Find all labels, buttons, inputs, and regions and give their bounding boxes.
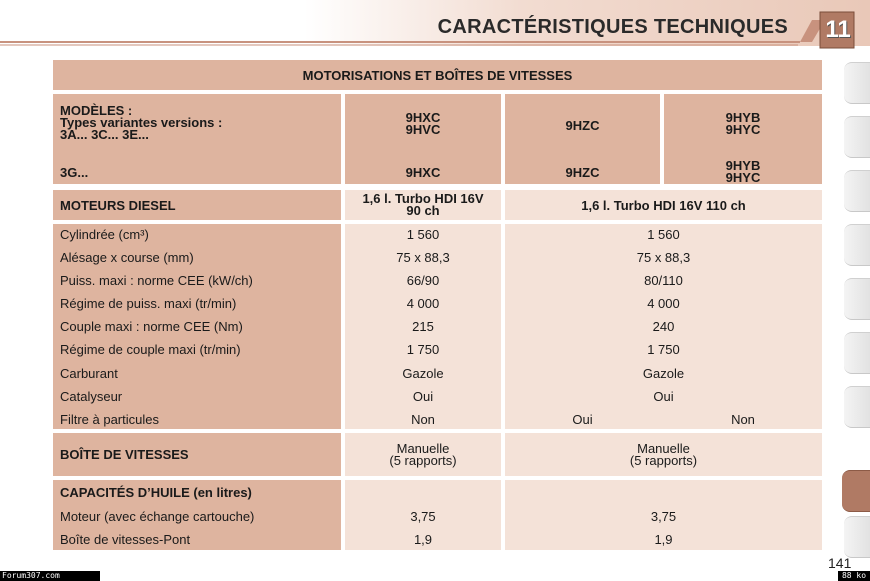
gearbox-value: Manuelle (5 rapports) <box>389 441 457 468</box>
chapter-tab[interactable] <box>844 386 870 428</box>
models-label-cell <box>53 94 341 184</box>
oil-value: 3,75 <box>410 509 436 524</box>
oil-value: 3,75 <box>650 509 677 524</box>
spec-value: Oui <box>572 412 593 427</box>
forum-watermark: Forum307.com <box>0 571 100 581</box>
spec-value: 80/110 <box>644 273 683 288</box>
spec-label: Régime de couple maxi (tr/min) <box>60 342 241 357</box>
spec-value: Non <box>731 412 755 427</box>
gearbox-label-cell <box>53 433 341 476</box>
chapter-tabs <box>844 60 870 550</box>
spec-value: Non <box>411 412 435 427</box>
models-label: MODÈLES : Types variantes versions : 3A... 3C... 3E... <box>60 103 223 142</box>
spec-value: Oui <box>412 389 434 404</box>
spec-value: Gazole <box>402 366 444 381</box>
oil-label: Boîte de vitesses-Pont <box>60 532 191 547</box>
spec-value: 75 x 88,3 <box>396 250 450 265</box>
oil-col1-cell <box>345 480 501 550</box>
engines-label: MOTEURS DIESEL <box>60 198 176 213</box>
engines-label-cell <box>53 190 341 220</box>
spec-label: Cylindrée (cm³) <box>60 227 149 242</box>
engine-col2-cell <box>505 190 822 220</box>
spec-label: Alésage x course (mm) <box>60 250 194 265</box>
spec-label: Catalyseur <box>60 389 123 404</box>
file-size-label: 88 ko <box>838 571 870 581</box>
spec-value: Gazole <box>642 366 685 381</box>
models-col2-cell <box>505 94 660 184</box>
model-code: 9HXC <box>405 165 441 180</box>
oil-col2-cell <box>505 480 822 550</box>
models-col3-cell <box>664 94 822 184</box>
spec-value: 1 560 <box>647 227 680 242</box>
chapter-tab[interactable] <box>844 278 870 320</box>
chapter-tab[interactable] <box>844 170 870 212</box>
model-code: 9HYB 9HYC <box>725 110 761 137</box>
spec-value: 1 560 <box>406 227 440 242</box>
model-code: 9HXC 9HVC <box>405 110 441 137</box>
gearbox-value: Manuelle (5 rapports) <box>629 441 698 468</box>
model-code: 9HZC <box>565 118 600 133</box>
table-heading <box>53 60 822 90</box>
chapter-tab[interactable] <box>844 116 870 158</box>
spec-value: 240 <box>652 319 675 334</box>
spec-value: 1 750 <box>406 342 440 357</box>
oil-value: 1,9 <box>413 532 433 547</box>
chapter-tab-active[interactable] <box>842 470 870 512</box>
engine-name: 1,6 l. Turbo HDI 16V 90 ch <box>362 191 484 218</box>
gearbox-col2-cell <box>505 433 822 476</box>
models-col1-cell <box>345 94 501 184</box>
engine-name: 1,6 l. Turbo HDI 16V 110 ch <box>581 198 746 213</box>
oil-value: 1,9 <box>654 532 673 547</box>
spec-col2-cell <box>505 224 822 429</box>
table-heading-text: MOTORISATIONS ET BOÎTES DE VITESSES <box>302 68 573 83</box>
oil-heading: CAPACITÉS D’HUILE (en litres) <box>60 485 252 500</box>
spec-value: 1 750 <box>647 342 680 357</box>
spec-label: Puiss. maxi : norme CEE (kW/ch) <box>60 273 253 288</box>
oil-label-cell <box>53 480 341 550</box>
spec-label: Régime de puiss. maxi (tr/min) <box>60 296 237 311</box>
chapter-number: 11 <box>825 16 851 43</box>
page-header <box>0 0 870 50</box>
spec-labels-cell <box>53 224 341 429</box>
engine-col1-cell <box>345 190 501 220</box>
gearbox-label: BOÎTE DE VITESSES <box>60 447 189 462</box>
spec-value: 215 <box>412 319 434 334</box>
spec-value: 4 000 <box>406 296 440 311</box>
spec-label: Couple maxi : norme CEE (Nm) <box>60 319 243 334</box>
model-code: 9HZC <box>565 165 600 180</box>
model-code: 9HYB 9HYC <box>725 158 761 185</box>
chapter-tab[interactable] <box>844 516 870 558</box>
spec-label: Carburant <box>60 366 118 381</box>
page-number: 141 <box>828 555 852 571</box>
spec-value: 4 000 <box>647 296 680 311</box>
page-title: CARACTÉRISTIQUES TECHNIQUES <box>437 16 788 38</box>
models-3g-label: 3G... <box>60 165 89 180</box>
spec-label: Filtre à particules <box>60 412 159 427</box>
spec-value: 66/90 <box>406 273 440 288</box>
chapter-tab[interactable] <box>844 62 870 104</box>
oil-label: Moteur (avec échange cartouche) <box>60 509 255 524</box>
spec-value: 75 x 88,3 <box>636 250 691 265</box>
spec-col1-cell <box>345 224 501 429</box>
gearbox-col1-cell <box>345 433 501 476</box>
chapter-tab[interactable] <box>844 224 870 266</box>
chapter-tab[interactable] <box>844 332 870 374</box>
spec-value: Oui <box>653 389 674 404</box>
